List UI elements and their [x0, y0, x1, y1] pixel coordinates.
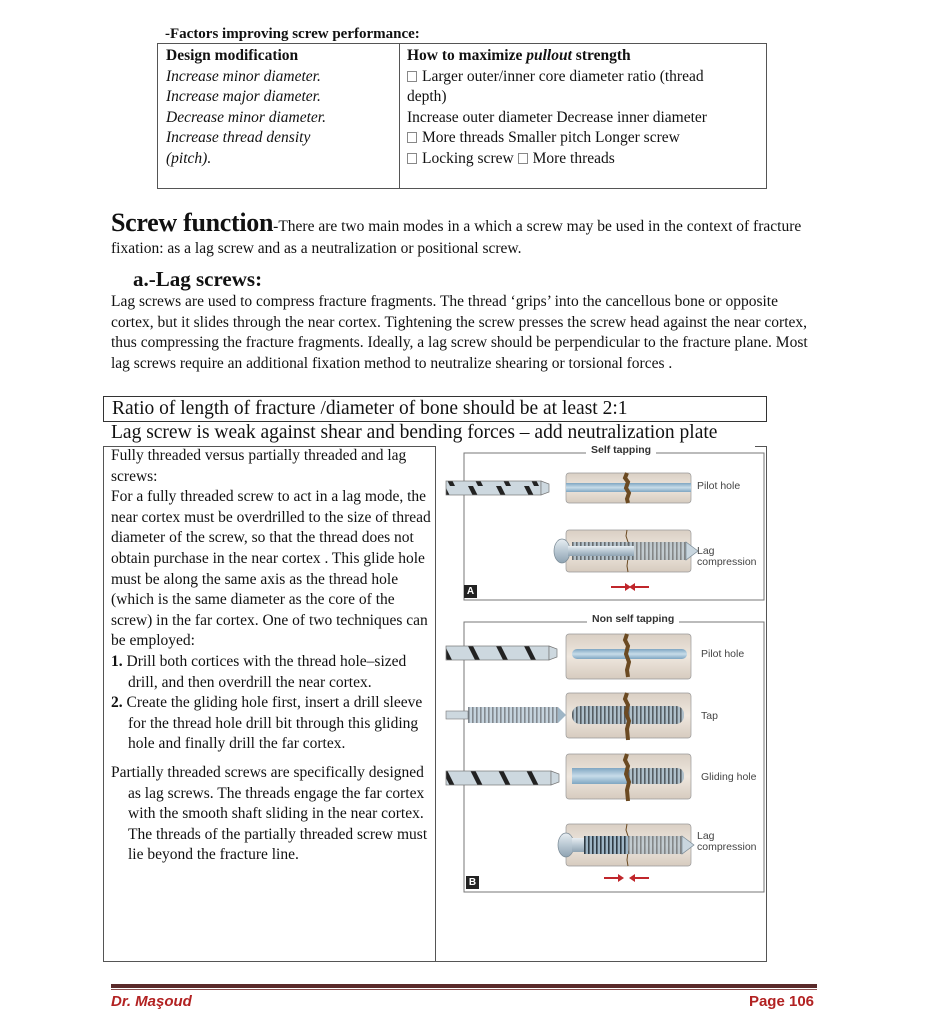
design-item: Increase minor diameter. — [166, 67, 321, 85]
technique-step-2 — [111, 693, 431, 755]
lag-compression-label: compression — [697, 556, 757, 568]
lag-screws-heading: a.-Lag screws: — [133, 267, 263, 291]
figure-drawing — [436, 446, 766, 961]
lag-compression-label: Lag — [697, 545, 715, 557]
page-number: Page 106 — [748, 993, 814, 1010]
pullout-item-text: Locking screw — [422, 149, 514, 167]
step-text: Create the gliding hole first, insert a drill sleeve for the thread hole drill bit through this gliding hole and finally drill the far cortex. — [122, 694, 423, 753]
factors-caption: -Factors improving screw performance: — [165, 26, 420, 42]
design-modification-column — [158, 44, 400, 188]
pullout-item-text: depth) — [407, 88, 447, 105]
threaded-screws-text — [111, 446, 431, 866]
footer-rule — [111, 984, 817, 988]
pullout-item — [407, 87, 766, 108]
screw-function-title: Screw function — [111, 208, 274, 237]
screw-function-paragraph — [111, 208, 811, 260]
pullout-item — [407, 149, 766, 170]
partially-threaded-paragraph: Partially threaded screws are specifically designed as lag screws. The threads engage the far cortex with the smooth shaft sliding in the near cortex. The threads of the partially threaded screw must lie beyond the fracture line. — [111, 763, 428, 864]
checkbox-glyph-icon — [518, 153, 528, 164]
step-number: 1. — [111, 652, 123, 670]
header-emphasis: pullout — [526, 47, 572, 64]
panel-a-tag: A — [464, 585, 477, 598]
pullout-strength-header — [407, 46, 766, 67]
gliding-hole-label: Gliding hole — [701, 771, 757, 783]
technique-step-1 — [111, 652, 431, 693]
pullout-item-text: Increase outer diameter Decrease inner diameter — [407, 108, 707, 126]
design-item: Increase thread density — [166, 129, 311, 146]
design-modification-header: Design modification — [166, 47, 299, 64]
fully-threaded-paragraph: For a fully threaded screw to act in a lag mode, the near cortex must be overdrilled to the size of thread diameter of the screw, so that the thread does not obtain purchase in the near cortex . This glide hole must be along the same axis as the thread hole (which is the same diameter as the core of the screw) in the far cortex. One of two techniques can be employed: — [111, 488, 431, 650]
step-number: 2. — [111, 694, 123, 712]
panel-b-tag: B — [466, 876, 479, 889]
checkbox-glyph-icon — [407, 153, 417, 164]
pullout-item — [407, 67, 766, 88]
pullout-item — [407, 108, 766, 129]
tap-label: Tap — [701, 710, 718, 722]
footer-author: Dr. Maşoud — [111, 993, 192, 1010]
header-text: strength — [571, 47, 631, 64]
pullout-item-text: More threads — [532, 149, 615, 167]
checkbox-glyph-icon — [407, 132, 417, 143]
design-item: Increase major diameter. — [166, 88, 321, 105]
panel-b-title: Non self tapping — [587, 613, 679, 625]
pullout-strength-column — [400, 44, 766, 188]
fully-vs-partially-heading: Fully threaded versus partially threaded and lag screws: — [111, 447, 407, 485]
pullout-item — [407, 128, 766, 149]
footer-rule-thin — [111, 989, 817, 990]
design-item: Decrease minor diameter. — [166, 108, 326, 126]
ratio-callout-box: Ratio of length of fracture /diameter of bone should be at least 2:1 — [103, 396, 767, 422]
pullout-item-text: More threads Smaller pitch Longer screw — [422, 129, 680, 146]
lag-screws-paragraph: Lag screws are used to compress fracture fragments. The thread ‘grips’ into the cancellous bone or opposite cortex, but it slides through the near cortex. Tightening the screw presses the screw head against the near cortex, thus compressing the fracture fragments. Ideally, a lag screw should be perpendicular to the fracture plane. Most lag screws require an additional fixation method to neutralize shearing or torsional forces . — [111, 293, 808, 372]
lag-screw-figure — [436, 446, 766, 961]
neutralization-note: Lag screw is weak against shear and bending forces – add neutralization plate — [111, 422, 718, 443]
panel-a-title: Self tapping — [586, 444, 656, 456]
lag-compression-label: Lag — [697, 830, 715, 842]
header-text: How to maximize — [407, 47, 527, 64]
factors-table — [157, 43, 767, 189]
pullout-item-text: Larger outer/inner core diameter ratio (thread — [422, 67, 704, 85]
design-item: (pitch). — [166, 149, 212, 167]
pilot-hole-label: Pilot hole — [697, 480, 741, 492]
step-text: Drill both cortices with the thread hole–sized drill, and then overdrill the near cortex. — [122, 652, 407, 691]
lag-compression-label: compression — [697, 841, 757, 853]
checkbox-glyph-icon — [407, 71, 417, 82]
panel-a — [446, 453, 764, 600]
pilot-hole-label: Pilot hole — [701, 648, 745, 660]
screw-function-text: -There are two main modes in a which a screw may be used in the context of fracture fixation: as a lag screw and as a neutralization or positional screw. — [111, 218, 802, 257]
